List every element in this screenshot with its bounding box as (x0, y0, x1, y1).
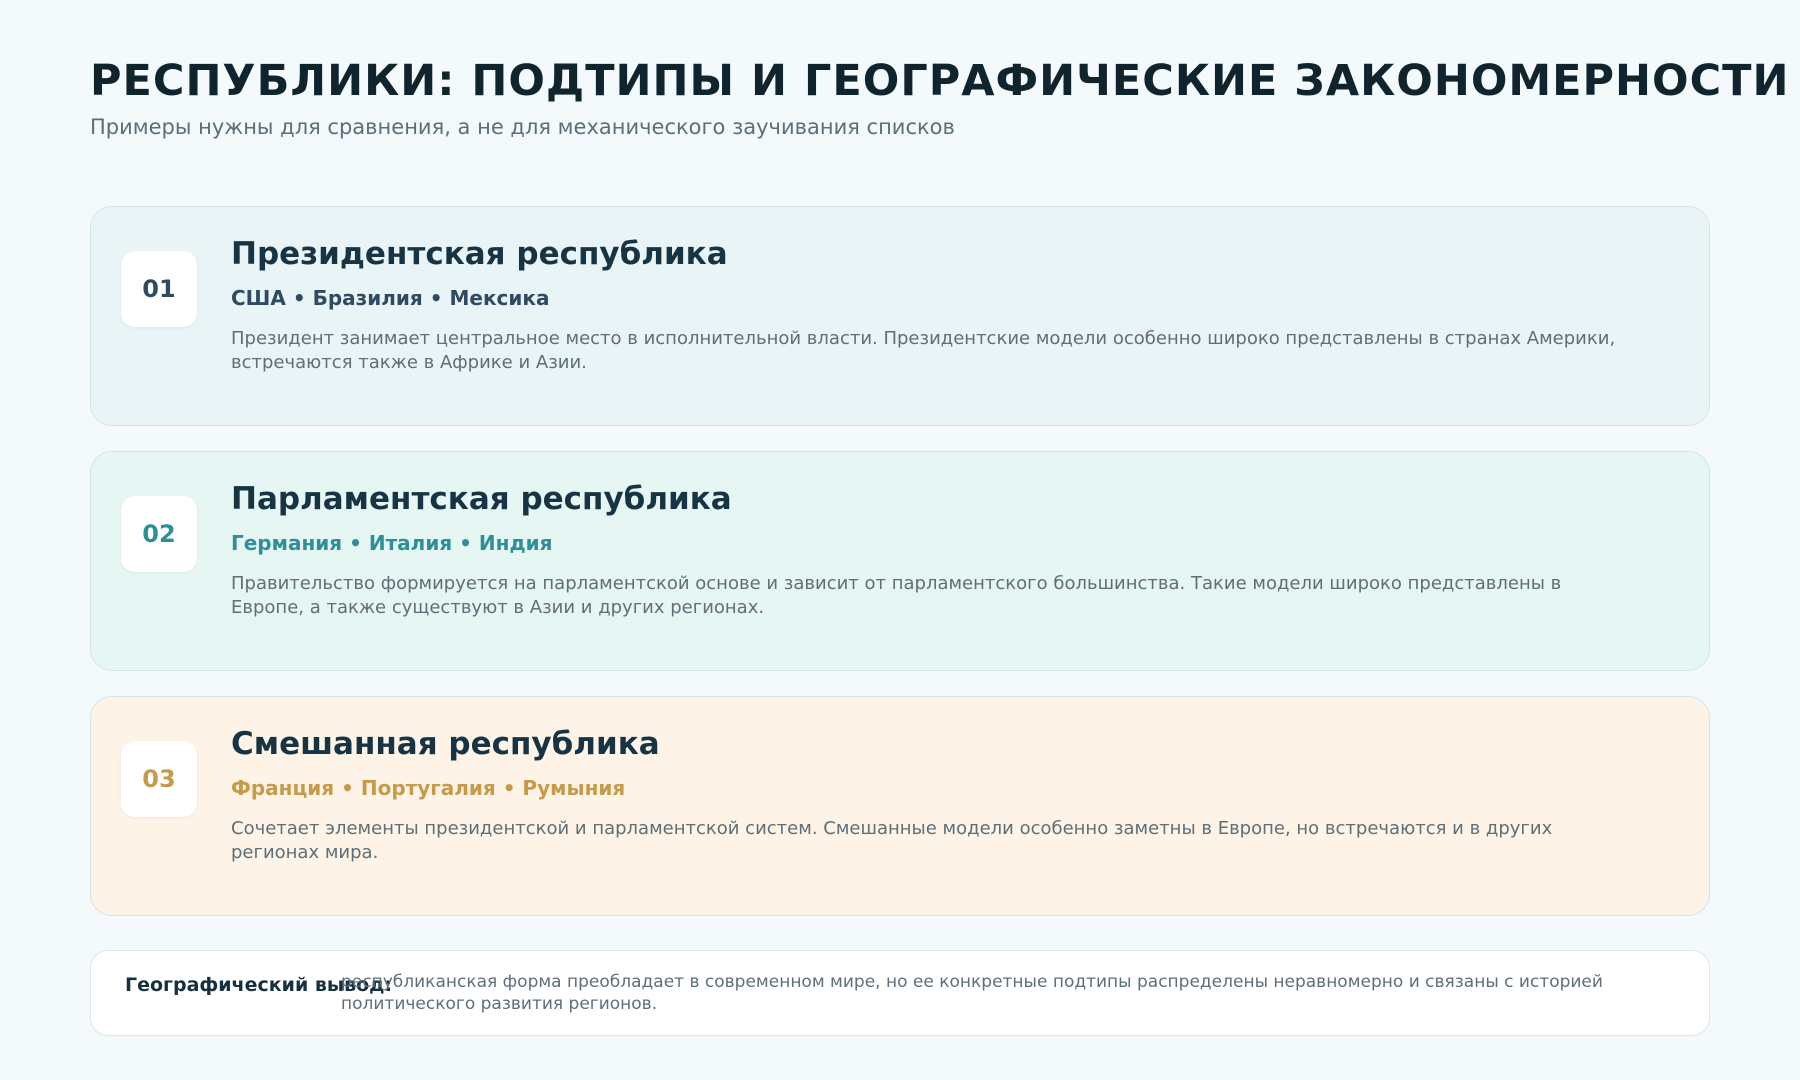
card-description: Сочетает элементы президентской и парламентской систем. Смешанные модели особенно заметны в Европе, но встречаются и в других регионах мира. (231, 818, 1553, 863)
card-description: Правительство формируется на парламентской основе и зависит от парламентского большинства. Такие модели широко представлены в Европе, а также существуют в Азии и других регионах. (231, 573, 1562, 618)
card-description: Президент занимает центральное место в исполнительной власти. Президентские модели особенно широко представлены в странах Америки, встречаются также в Африке и Азии. (231, 328, 1616, 373)
card-examples: Франция • Португалия • Румыния (231, 776, 626, 800)
page-subtitle: Примеры нужны для сравнения, а не для механического заучивания списков (90, 115, 955, 139)
card-number-badge: 03 (121, 741, 197, 817)
card-presidential-republic (90, 206, 1710, 426)
card-mixed-republic (90, 696, 1710, 916)
card-number-badge: 01 (121, 251, 197, 327)
card-title: Президентская республика (231, 236, 728, 272)
geographic-conclusion-box (90, 950, 1710, 1036)
slide (90, 0, 1790, 1080)
card-parliamentary-republic (90, 451, 1710, 671)
card-examples: США • Бразилия • Мексика (231, 286, 550, 310)
page-title: РЕСПУБЛИКИ: ПОДТИПЫ И ГЕОГРАФИЧЕСКИЕ ЗАКОНОМЕРНОСТИ (90, 56, 1790, 106)
card-number-badge: 02 (121, 496, 197, 572)
card-examples: Германия • Италия • Индия (231, 531, 553, 555)
card-title: Парламентская республика (231, 481, 732, 517)
card-title: Смешанная республика (231, 726, 660, 762)
conclusion-text: республиканская форма преобладает в современном мире, но ее конкретные подтипы распределены неравномерно и связаны с историей политического развития регионов. (341, 972, 1603, 1014)
conclusion-label: Географический вывод: (125, 974, 393, 996)
